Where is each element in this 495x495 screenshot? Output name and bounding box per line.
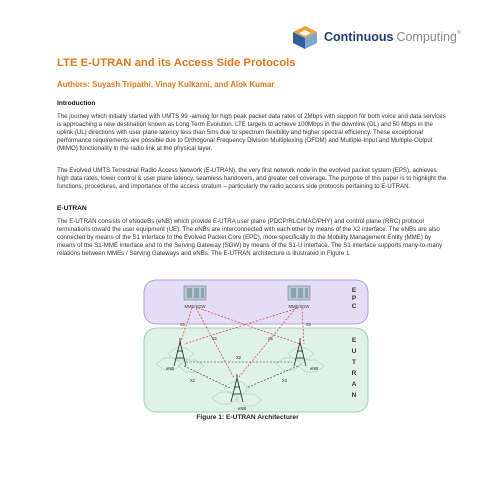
cube-logo-icon — [290, 24, 320, 50]
x2-label-1: X2 — [236, 355, 242, 360]
s1-label-4: S1 — [306, 322, 312, 327]
introduction-heading: Introduction — [57, 100, 96, 107]
x2-label-2: X2 — [190, 378, 196, 383]
mme-sgw-right-label: MME/SGW — [288, 304, 310, 309]
eutran-label: E U T R A N — [351, 337, 357, 399]
s1-label-1: S1 — [180, 322, 186, 327]
introduction-paragraph-1: The journey which initially started with UMTS 99 -aiming for high peak packet data rates of 2Mbps with support for both voice and data services is approaching a new destination known as Long Term Evolution. LTE targets to achieve 100Mbps in the downlink (DL) and 50 Mbps in the uplink (UL) directions with user plane latency less than 5ms due to spectrum flexibility and higher spectral efficiency. These exceptional performance requirements are possible due to Orthogonal Frequency Division Multiplexing (OFDM) and Multiple-Input and Multiple-Output (MIMO) functionality in the radio link at the physical layer. — [57, 113, 446, 152]
enb-label-bottom: eNB — [238, 406, 247, 411]
company-logo — [290, 24, 460, 50]
s1-label-3: S1 — [268, 336, 274, 341]
introduction-paragraph-2: The Evolved UMTS Terrestrial Radio Access Network (E-UTRAN), the very first network node in the evolved packet system (EPS), achieves high data rates, lower control & user plane latency, seamless handovers, and greater cell coverage. The purpose of this paper is to highlight the functions, procedures, and importance of the access stratum – particularly the radio access side protocols pertaining to E-UTRAN. — [57, 167, 447, 190]
epc-label: E P C — [351, 287, 357, 310]
logo-text-strong: Continuous — [324, 29, 394, 44]
authors-line: Authors: Suyash Tripathi, Vinay Kulkarni, and Alok Kumar — [57, 80, 275, 89]
eutran-region — [144, 328, 368, 412]
enb-label-left: eNB — [166, 366, 175, 371]
document-title: LTE E-UTRAN and its Access Side Protocols — [57, 57, 296, 69]
mme-sgw-right — [288, 286, 310, 309]
mme-sgw-left — [184, 286, 206, 309]
epc-region — [144, 280, 368, 324]
figure-caption: Figure 1: E-UTRAN Architecturer — [196, 414, 299, 421]
logo-trademark: ® — [456, 29, 461, 36]
eutran-paragraph-1: The E-UTRAN consists of eNodeBs (eNB) which provide E-UTRA user plane (PDCP/RLC/MAC/PHY) and control plane (RRC) protocol terminations toward the user equipment (UE). The eNBs are interconnected with each other by means of the X2 interface. The eNBs are also connected by means of the S1 interface to the Evolved Packet Core (EPC), more specifically to the Mobility Management Entity (MME) by means of the S1-MME interface and to the Serving Gateway (SGW) by means of the S1-U interface. The S1 interface supports many-to-many relations between MMEs / Serving Gateways and eNBs. The E-UTRAN architecture is illustrated in Figure 1. — [57, 218, 443, 257]
eutran-architecture-diagram — [142, 278, 370, 414]
x2-label-3: X2 — [282, 378, 288, 383]
enb-label-right: eNB — [310, 366, 319, 371]
s1-label-2: S1 — [212, 336, 218, 341]
mme-sgw-left-label: MME/SGW — [184, 304, 206, 309]
logo-text-light: Computing — [396, 29, 457, 44]
eutran-heading: E-UTRAN — [57, 205, 87, 212]
